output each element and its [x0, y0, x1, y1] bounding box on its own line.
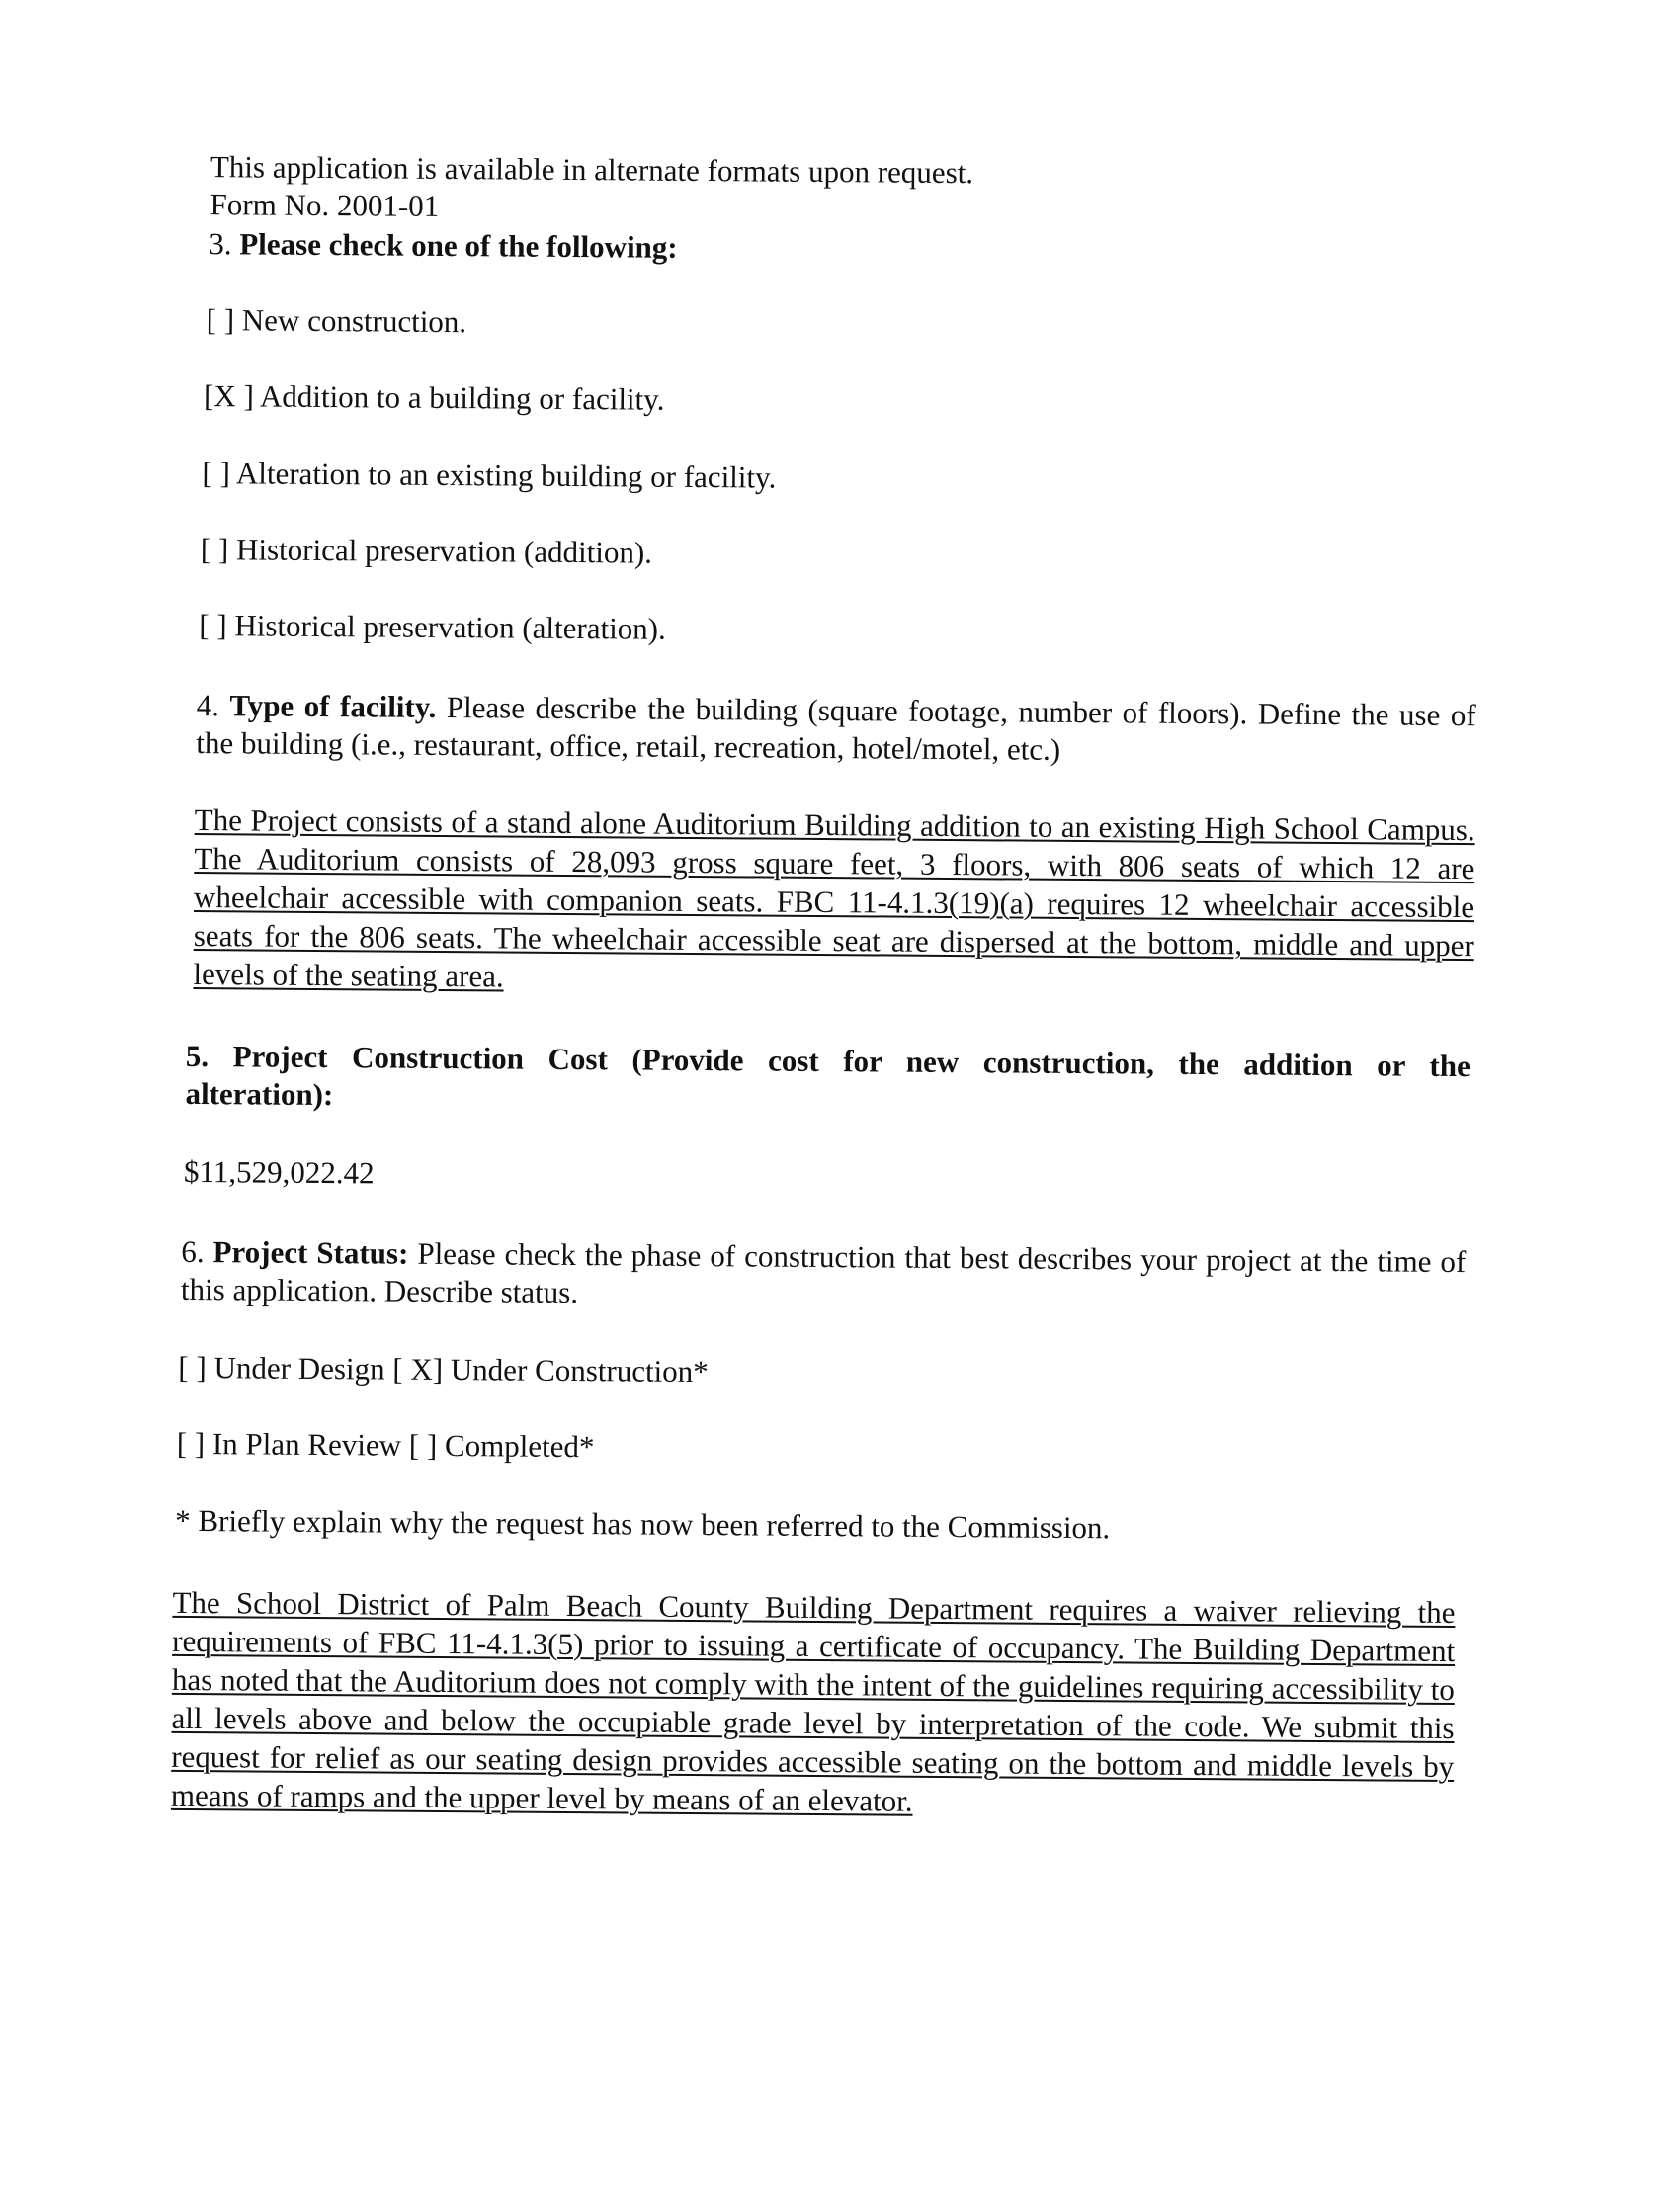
label-completed: Completed* [444, 1428, 595, 1465]
label-under-construction: Under Construction* [450, 1352, 709, 1389]
option-label: New construction. [241, 302, 467, 340]
option-historical-addition[interactable] [201, 531, 652, 572]
construction-cost-value: $11,529,022.42 [183, 1153, 375, 1191]
option-label: Historical preservation (addition). [235, 532, 653, 570]
option-historical-alteration[interactable] [199, 607, 666, 648]
facility-description: The Project consists of a stand alone Auditorium Building addition to an existing High School Campus. The Auditorium consists of 28,093 gross square feet, 3 floors, with 806 seats of which 12 are wheelchair accessible with companion seats. FBC 11-4.1.3(19)(a) requires 12 wheelchair accessible seats for the 806 seats. The wheelchair accessible seat are dispersed at the bottom, middle and upper levels of the seating area. [193, 801, 1475, 994]
option-alteration[interactable] [202, 455, 776, 497]
checkbox-under-construction[interactable]: [ X] [392, 1351, 444, 1387]
checkbox-in-plan-review[interactable]: [ ] [176, 1425, 206, 1462]
checkbox-new-construction[interactable]: [ ] [206, 302, 235, 338]
checkbox-historical-addition[interactable]: [ ] [200, 532, 229, 567]
option-new-construction[interactable] [207, 301, 467, 341]
form-number: Form No. 2001-01 [210, 187, 440, 223]
option-label: Addition to a building or facility. [259, 378, 665, 417]
checkbox-under-design[interactable]: [ ] [178, 1349, 207, 1386]
section3-number: 3. [209, 226, 232, 262]
option-addition[interactable] [204, 378, 665, 419]
option-label: Historical preservation (alteration). [234, 608, 666, 646]
section3-title: Please check one of the following: [239, 226, 678, 265]
section5-number: 5. [185, 1038, 210, 1074]
checkbox-historical-alteration[interactable]: [ ] [199, 608, 227, 643]
section6-title: Project Status: [212, 1234, 409, 1271]
section4-question [196, 687, 1476, 772]
availability-note: This application is available in alternate formats upon request. [210, 149, 974, 191]
label-under-design: Under Design [213, 1350, 385, 1387]
section6-question [181, 1233, 1467, 1318]
referral-explanation: The School District of Palm Beach County Building Department requires a waiver relieving the requirements of FBC 11-4.1.3(5) prior to issuing a certificate of occupancy. The Building Department has noted that the Auditorium does not comply with the intent of the guidelines requiring accessibility to all levels above and below the occupiable grade level by interpretation of the code. We submit this request for relief as our seating design provides accessible seating on the bottom and middle levels by means of ramps and the upper level by means of an elevator. [170, 1584, 1456, 1818]
section5-title: Project Construction Cost (Provide cost for new construction, the addition or the alteration): [185, 1039, 1470, 1113]
section6-number: 6. [181, 1233, 205, 1270]
section3-heading [209, 225, 678, 267]
checkbox-completed[interactable]: [ ] [408, 1427, 438, 1463]
status-row-1 [178, 1349, 709, 1390]
checkbox-alteration[interactable]: [ ] [202, 456, 231, 491]
section6-prompt: Please check the phase of construction that best describes your project at the time of this application. Describe status. [180, 1235, 1467, 1310]
option-label: Alteration to an existing building or facility. [235, 456, 777, 495]
referral-footnote: * Briefly explain why the request has now been referred to the Commission. [175, 1502, 1111, 1546]
section5-heading [185, 1038, 1470, 1123]
section4-number: 4. [196, 688, 220, 723]
section4-prompt: Please describe the building (square footage, number of floors). Define the use of the building (i.e., restaurant, office, retail, recreation, hotel/motel, etc.) [196, 689, 1476, 768]
label-in-plan-review: In Plan Review [211, 1426, 402, 1463]
checkbox-addition[interactable]: [X ] [203, 378, 255, 414]
section4-title: Type of facility. [229, 688, 437, 724]
status-row-2 [177, 1425, 595, 1466]
